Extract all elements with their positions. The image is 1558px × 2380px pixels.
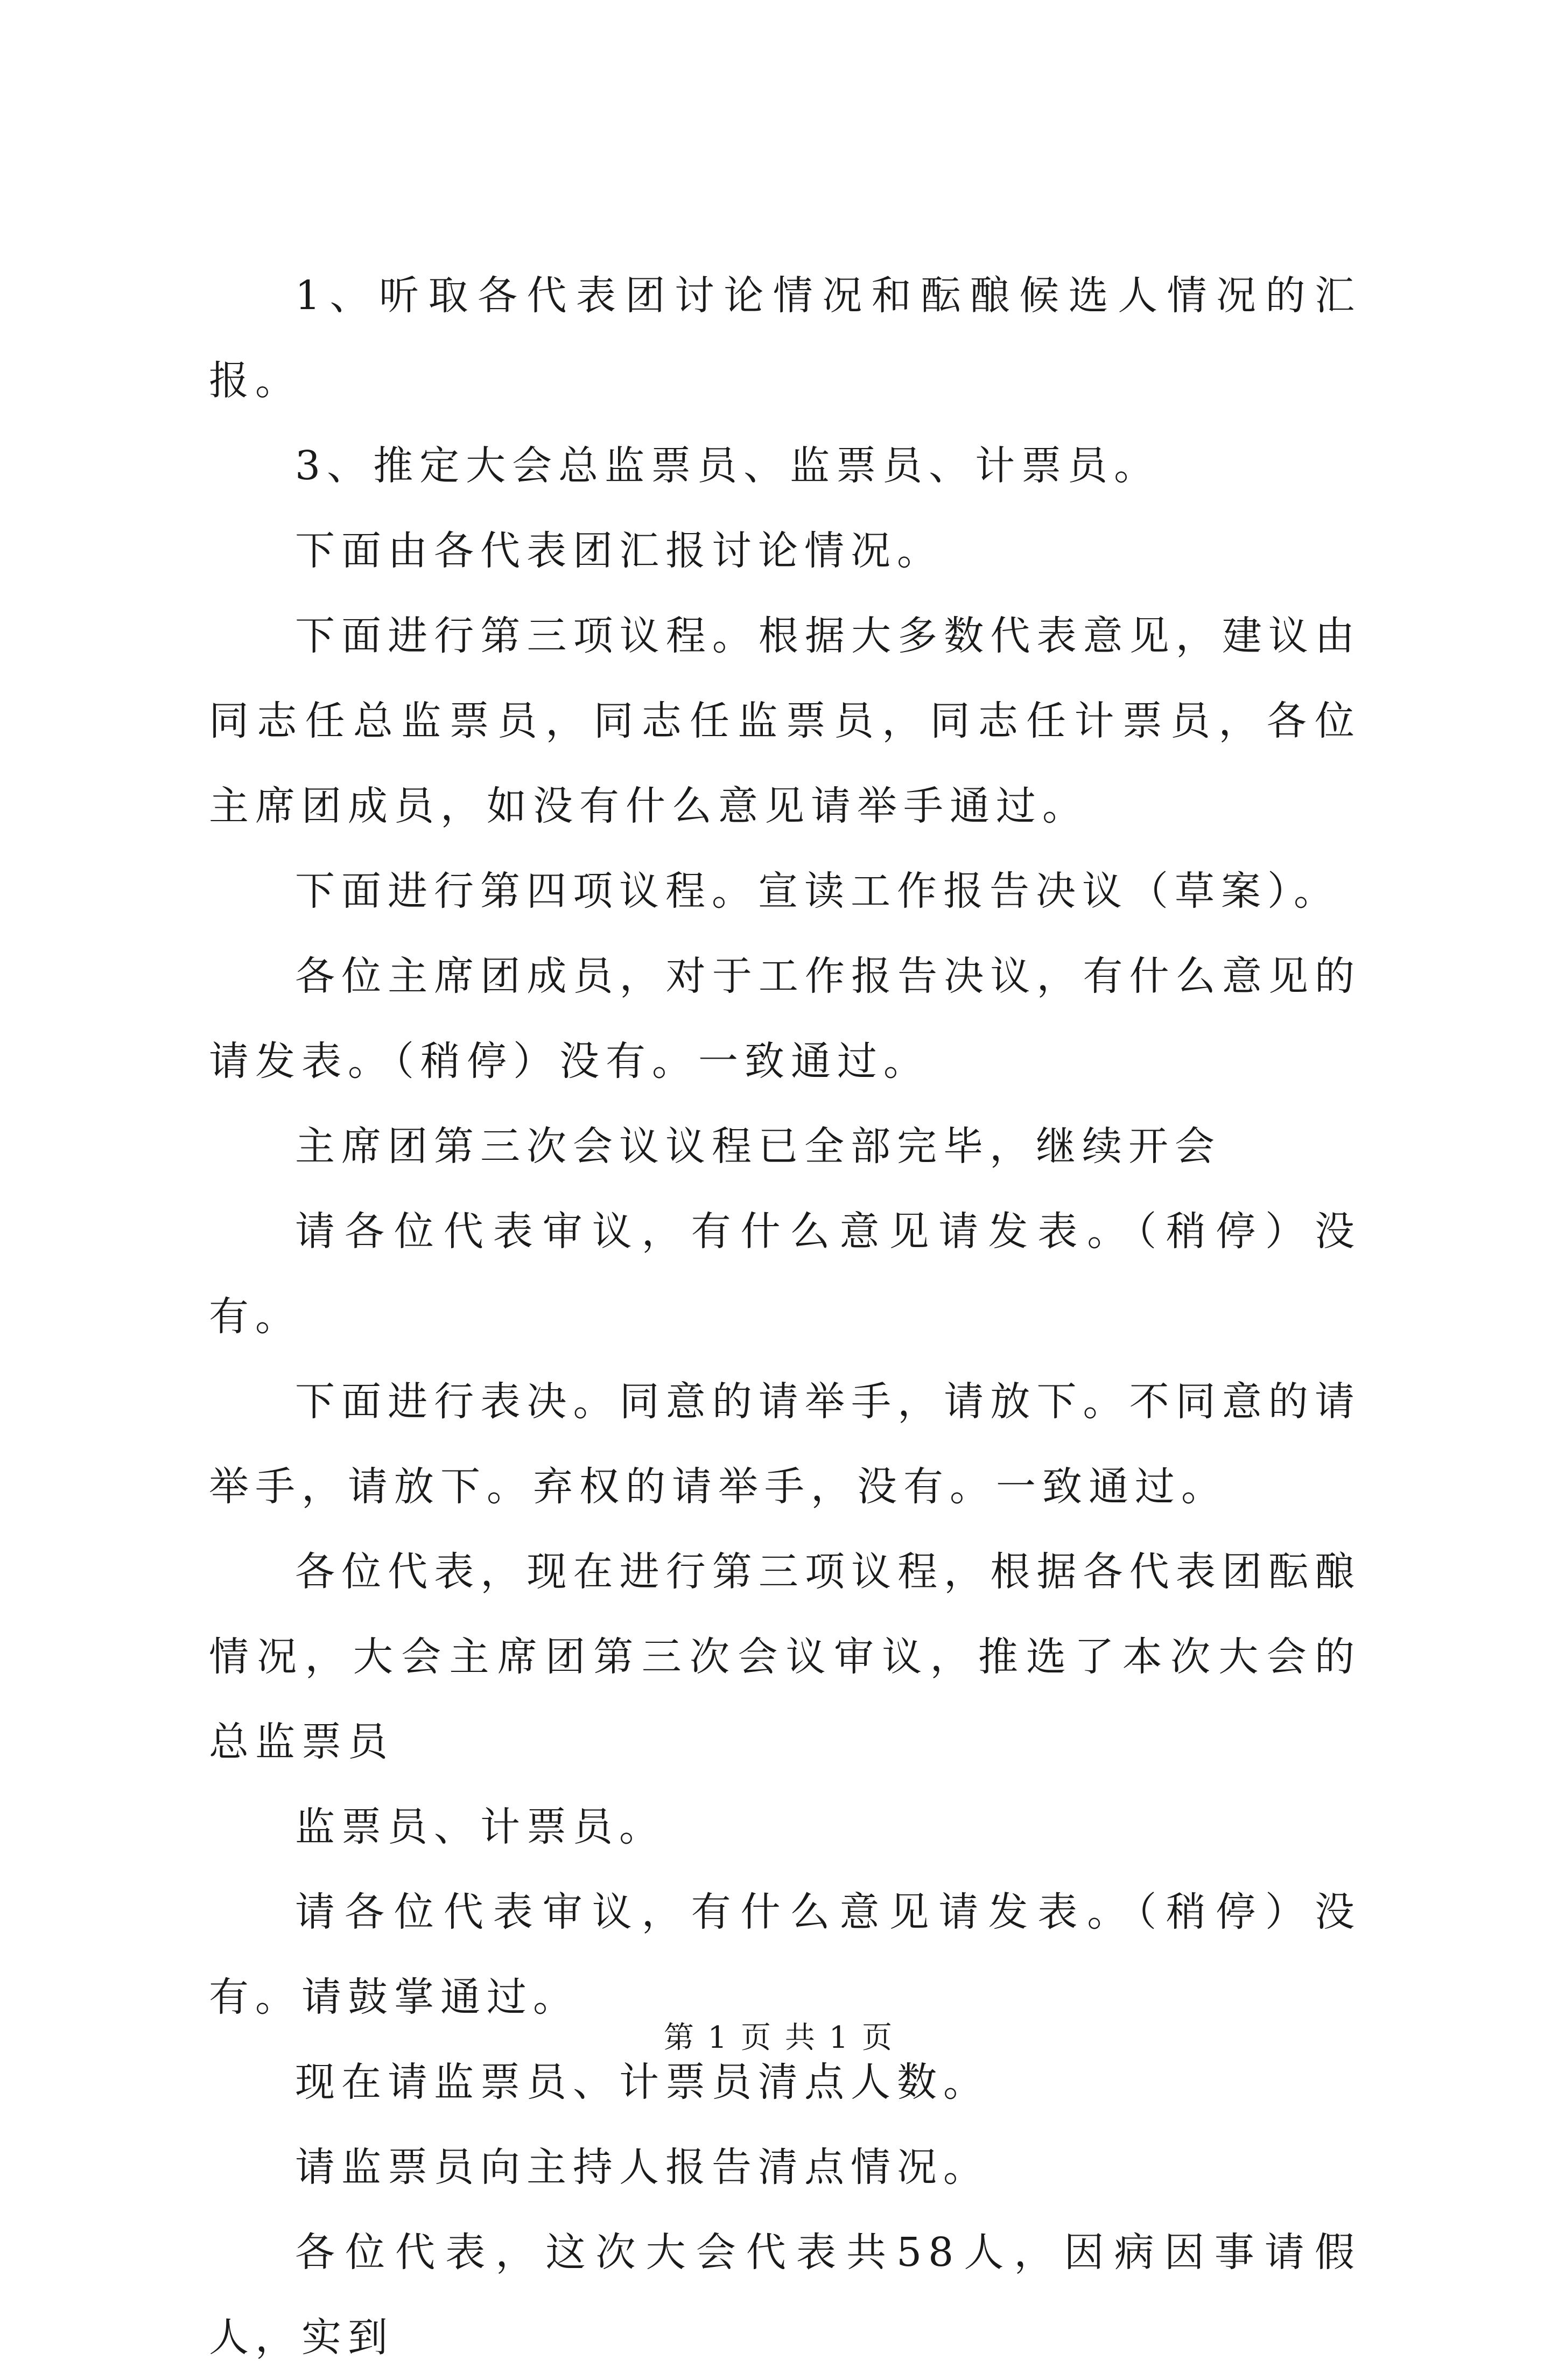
- paragraph: 各位代表，现在进行第三项议程，根据各代表团酝酿情况，大会主席团第三次会议审议，推选了本次大会的总监票员: [209, 1549, 1361, 1765]
- paragraph: 3、推定大会总监票员、监票员、计票员。: [295, 443, 1161, 489]
- paragraph: 1、听取各代表团讨论情况和酝酿候选人情况的汇报。: [209, 272, 1361, 404]
- paragraph: 下面进行第三项议程。根据大多数代表意见，建议由同志任总监票员，同志任监票员，同志任计票员，各位主席团成员，如没有什么意见请举手通过。: [209, 613, 1361, 829]
- paragraph: 各位主席团成员，对于工作报告决议，有什么意见的请发表。（稍停）没有。一致通过。: [209, 953, 1361, 1084]
- paragraph: 主席团第三次会议议程已全部完毕，继续开会: [295, 1123, 1221, 1170]
- paragraph: 下面进行表决。同意的请举手，请放下。不同意的请举手，请放下。弃权的请举手，没有。一致通过。: [209, 1378, 1361, 1510]
- paragraph: 请监票员向主持人报告清点情况。: [295, 2144, 989, 2190]
- paragraph: 各位代表，这次大会代表共58人，因病因事请假人，实到: [209, 2229, 1361, 2361]
- paragraph: 下面进行第四项议程。宣读工作报告决议（草案）。: [295, 868, 1340, 914]
- paragraph: 现在请监票员、计票员清点人数。: [295, 2059, 989, 2105]
- paragraph: 监票员、计票员。: [295, 1804, 665, 1850]
- page-footer: [0, 2017, 1558, 2060]
- paragraph: 下面由各代表团汇报讨论情况。: [295, 528, 943, 574]
- page-number-label: 第 1 页 共 1 页: [663, 2020, 895, 2055]
- document-body: [209, 253, 1361, 2380]
- paragraph: 请各位代表审议，有什么意见请发表。（稍停）没有。请鼓掌通过。: [209, 1889, 1361, 2020]
- paragraph: 请各位代表审议，有什么意见请发表。（稍停）没有。: [209, 1208, 1361, 1340]
